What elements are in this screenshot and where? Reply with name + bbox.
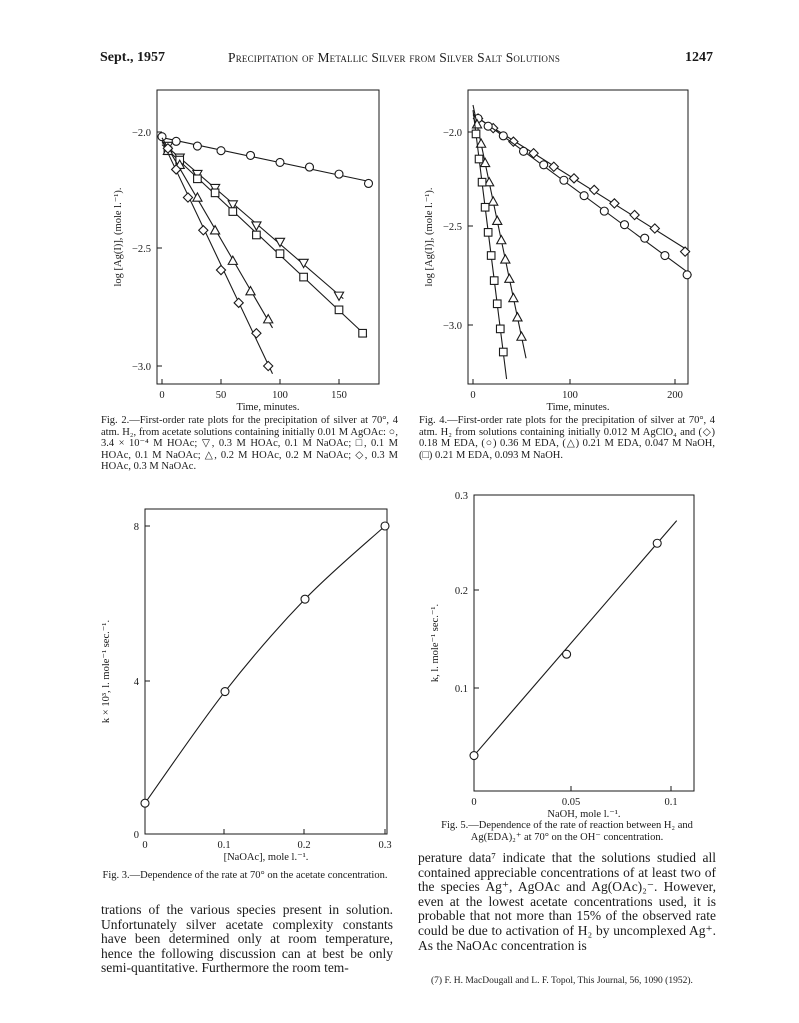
fig4-point-circle (621, 221, 629, 229)
fig4-point-square (472, 130, 480, 138)
fig4-point-square (487, 252, 495, 260)
fig2-fit-line (162, 140, 273, 373)
fig2-point-circle (365, 179, 373, 187)
fig3-ytick-label: 8 (133, 522, 139, 533)
fig2-xtick-label: 100 (272, 390, 288, 401)
fig4-point-square (478, 178, 486, 186)
fig5-chart (470, 495, 694, 791)
fig2-point-square (335, 306, 343, 314)
fig4-xtick-label: 200 (667, 390, 683, 401)
fig2-y-axis-label: log [Ag(I)], (mole l.⁻¹). (113, 187, 124, 287)
fig2-ytick-label: −3.0 (131, 362, 151, 373)
fig2-point-square (359, 329, 367, 337)
fig4-ytick-label: −2.0 (442, 128, 462, 139)
fig5-ytick-label: 0.1 (454, 684, 468, 695)
fig2-point-square (194, 175, 202, 183)
fig4-point-triangle-up (497, 235, 506, 243)
fig3-xtick-label: 0.1 (217, 840, 231, 851)
fig4-point-triangle-up (505, 274, 514, 282)
fig2-point-square (300, 273, 308, 281)
fig2-point-square (211, 189, 219, 197)
fig4-point-circle (683, 271, 691, 279)
fig2-fit-line (162, 142, 343, 298)
fig2-point-square (253, 231, 261, 239)
fig4-point-circle (580, 192, 588, 200)
fig4-ytick-label: −2.5 (442, 222, 462, 233)
fig2-point-triangle-up (211, 226, 220, 234)
fig2-plot-frame (157, 90, 379, 384)
right-paragraph: perature data⁷ indicate that the solutions studied all contained appreciable concentrations of at least two of the species Ag⁺, AgOAc and Ag(OAc)₂⁻. However, even at the lowest acetate concentrations used, it is probable that not more than 15% of the observed rate could be due to activation of H₂ by uncomplexed Ag⁺. As the NaOAc concentration is (418, 850, 716, 953)
fig5-y-axis-label: k, l. mole⁻¹ sec.⁻¹. (430, 603, 441, 683)
fig4-point-diamond (569, 174, 578, 183)
fig4-point-circle (600, 207, 608, 215)
fig3-curve (145, 526, 385, 803)
fig5-point-circle (653, 539, 661, 547)
fig2-point-square (276, 250, 284, 258)
fig3-chart (141, 509, 389, 834)
fig4-ytick-label: −3.0 (442, 321, 462, 332)
fig3-y-axis-label: k × 10³, l. mole⁻¹ sec.⁻¹. (101, 619, 112, 724)
fig2-point-circle (335, 170, 343, 178)
running-header-title: Precipitation of Metallic Silver from Silver Salt Solutions (228, 50, 561, 65)
fig4-fit-line (473, 110, 507, 379)
fig3-x-axis-label: [NaOAc], mole l.⁻¹. (223, 852, 309, 863)
fig3-point-circle (141, 799, 149, 807)
fig4-y-axis-label: log [Ag(I)], (mole l.⁻¹). (424, 187, 435, 287)
fig4-point-square (500, 348, 508, 356)
fig5-xtick-label: 0.05 (561, 797, 581, 808)
fig4-caption: Fig. 4.—First-order rate plots for the precipitation of silver at 70°, 4 atm. H₂ from solutions containing initially 0.012 M AgClO₄ and (◇) 0.18 M EDA, (○) 0.36 M EDA, (△) 0.21 M EDA, 0.047 M NaOH, (□) 0.21 M EDA, 0.093 M NaOH. (419, 415, 715, 461)
fig2-point-circle (193, 142, 201, 150)
fig5-caption: Fig. 5.—Dependence of the rate of reaction between H₂ and Ag(EDA)₂⁺ at 70° on the OH⁻ concentration. (441, 820, 693, 843)
footnote-reference: (7) F. H. MacDougall and L. F. Topol, This Journal, 56, 1090 (1952). (431, 976, 693, 986)
fig3-xtick-label: 0.2 (297, 840, 311, 851)
fig2-point-circle (276, 158, 284, 166)
fig3-caption: Fig. 3.—Dependence of the rate at 70° on the acetate concentration. (102, 870, 388, 881)
fig2-ytick-label: −2.5 (131, 244, 151, 255)
fig2-point-circle (158, 133, 166, 141)
fig5-point-circle (470, 752, 478, 760)
fig3-xtick-label: 0.3 (378, 840, 392, 851)
fig2-point-diamond (183, 193, 192, 202)
fig2-xtick-label: 0 (159, 390, 165, 401)
fig2-point-diamond (264, 361, 273, 370)
fig2-caption: Fig. 2.—First-order rate plots for the precipitation of silver at 70°, 4 atm. H₂, from acetate solutions containing initially 0.01 M AgOAc: ○, 3.4 × 10⁻⁴ M HOAc; ▽, 0.3 M HOAc, 0.1 M NaOAc; □, 0.1 M HOAc, 0.1 M NaOAc; △, 0.2 M HOAc, 0.2 M NaOAc; ◇, 0.3 M HOAc, 0.3 M NaOAc. (101, 415, 398, 473)
fig5-xtick-label: 0 (471, 797, 477, 808)
fig2-point-triangle-up (246, 287, 255, 295)
fig4-point-circle (641, 234, 649, 242)
fig4-point-circle (484, 122, 492, 130)
fig4-x-axis-label: Time, minutes. (546, 402, 610, 413)
fig4-point-circle (520, 147, 528, 155)
fig4-point-square (481, 203, 489, 211)
fig3-ytick-label: 0 (133, 830, 139, 841)
fig4-point-square (490, 277, 498, 285)
fig4-point-circle (560, 176, 568, 184)
fig3-plot-frame (145, 509, 387, 834)
fig5-xtick-label: 0.1 (664, 797, 678, 808)
fig2-point-circle (217, 147, 225, 155)
fig5-ytick-label: 0.2 (454, 586, 468, 597)
fig4-point-circle (661, 252, 669, 260)
fig5-x-axis-label: NaOH, mole l.⁻¹. (547, 809, 621, 820)
fig5-curve (474, 521, 677, 756)
fig2-point-diamond (216, 265, 225, 274)
fig2-point-triangle-down (275, 238, 284, 246)
page-number: 1247 (685, 50, 713, 65)
fig4-point-circle (499, 132, 507, 140)
fig2-chart (157, 90, 379, 384)
fig4-point-triangle-up (501, 255, 510, 263)
fig4-chart (468, 90, 692, 384)
running-header-date: Sept., 1957 (100, 50, 165, 65)
fig4-xtick-label: 0 (470, 390, 476, 401)
fig2-point-circle (247, 151, 255, 159)
fig2-point-diamond (234, 298, 243, 307)
fig4-point-square (493, 300, 501, 308)
fig2-point-circle (172, 137, 180, 145)
fig2-xtick-label: 150 (331, 390, 347, 401)
fig4-point-triangle-up (517, 332, 526, 340)
fig3-point-circle (381, 522, 389, 530)
fig4-point-triangle-up (513, 313, 522, 321)
fig2-point-diamond (252, 329, 261, 338)
fig4-point-triangle-up (493, 216, 502, 224)
fig2-ytick-label: −2.0 (131, 128, 151, 139)
fig4-point-circle (540, 161, 548, 169)
fig2-point-circle (306, 163, 314, 171)
fig4-xtick-label: 100 (562, 390, 578, 401)
fig4-point-square (496, 325, 504, 333)
fig2-point-square (229, 208, 237, 216)
fig3-xtick-label: 0 (142, 840, 148, 851)
fig4-point-triangle-up (489, 197, 498, 205)
fig2-point-triangle-up (228, 256, 237, 264)
fig3-ytick-label: 4 (133, 677, 139, 688)
fig3-point-circle (221, 688, 229, 696)
fig4-point-triangle-up (509, 293, 518, 301)
fig5-ytick-label: 0.3 (454, 491, 468, 502)
fig2-point-triangle-down (299, 259, 308, 267)
fig3-point-circle (301, 595, 309, 603)
fig4-point-square (484, 229, 492, 237)
left-paragraph: trations of the various species present in solution. Unfortunately silver acetate complexity constants have been determined only at room temperature, hence the following discussion can at best be only semi-quantitative. Furthermore the room tem- (101, 902, 393, 976)
fig2-xtick-label: 50 (215, 390, 227, 401)
fig4-point-square (475, 155, 483, 163)
fig2-point-triangle-down (334, 292, 343, 300)
fig5-point-circle (563, 650, 571, 658)
fig2-x-axis-label: Time, minutes. (236, 402, 300, 413)
